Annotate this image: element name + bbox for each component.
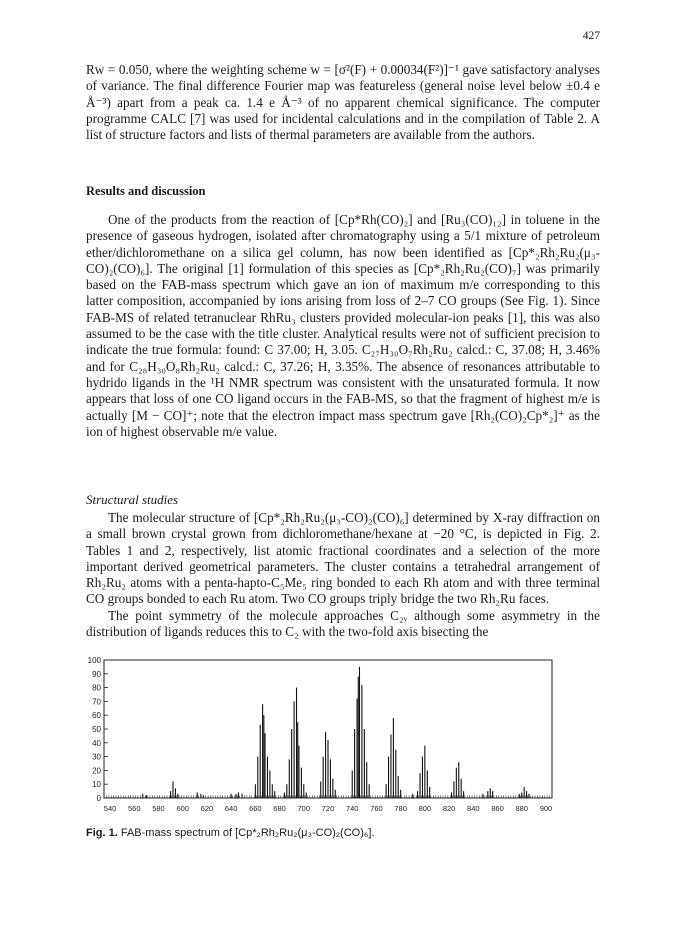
x-tick-label: 880: [515, 804, 528, 813]
x-tick-label: 620: [200, 804, 214, 813]
y-tick-label: 50: [92, 725, 101, 734]
y-tick-label: 90: [92, 669, 101, 679]
y-tick-label: 30: [92, 752, 101, 762]
results-paragraph: [86, 212, 600, 440]
x-tick-label: 780: [394, 804, 407, 813]
x-tick-label: 660: [249, 804, 262, 813]
x-tick-label: 700: [297, 804, 311, 813]
results-paragraph-text: One of the products from the reaction of [Cp*Rh(CO)₂] and [Ru₃(CO)₁₂] in toluene in the presence of gaseous hydrogen, isolated after chromatography using a 5/1 mixture of petroleum ether/dichloromethane on a silica gel column, has now been identified as [Cp*₂Rh₂Ru₂(μ₃-CO)₂(CO)₆]. The original [1] formulation of this species as [Cp*₂Rh₂Ru₂(CO)₇] was primarily based on the FAB-mass spectrum which gave an ion of maximum m/e corresponding to this latter composition, accompanied by ions arising from loss of 2–7 CO groups (See Fig. 1). Since FAB-MS of related tetranuclear RhRu₃ clusters provided molecular-ion peaks [1], this was also assumed to be the case with the title cluster. Analytical results were not of sufficient precision to indicate the true formula: found: C 37.00; H, 3.05. C₂₇H₃₀O₇Rh₂Ru₂ calcd.: C, 37.08; H, 3.46% and for C₂₈H₃₀O₈Rh₂Ru₂ calcd.: C, 37.26; H, 3.35%. The absence of resonances attributable to hydrido ligands in the ¹H NMR spectrum was consistent with the unsaturated formula. It now appears that loss of one CO ligand occurs in the FAB-MS, so that the fragment of highest m/e is actually [M − CO]⁺; note that the electron impact mass spectrum gave [Rh₂(CO)₂Cp*₂]⁺ as the ion of highest observable m/e value.: [86, 212, 600, 439]
x-tick-label: 820: [442, 804, 456, 813]
figure-caption-text: FAB-mass spectrum of [Cp*₂Rh₂Ru₂(μ₃-CO)₂(CO)₆].: [120, 827, 375, 839]
x-tick-label: 800: [418, 804, 432, 813]
subsection-heading: Structural studies: [86, 492, 179, 507]
figure-label: Fig. 1.: [86, 827, 118, 839]
x-tick-label: 580: [152, 804, 165, 813]
x-tick-label: 540: [103, 804, 117, 813]
intro-paragraph-text: Rw = 0.050, where the weighting scheme w = [σ²(F) + 0.00034(F²)]⁻¹ gave satisfactory analyses of variance. The final difference Fourier map was featureless (general noise level below ±0.4 e Å⁻³) apart from a peak ca. 1.4 e Å⁻³ of no apparent chemical significance. The computer programme CALC [7] was used for incidental calculations and in the compilation of Table 2. A list of structure factors and lists of thermal parameters are available from the authors.: [86, 62, 600, 143]
structural-paragraph-1: The molecular structure of [Cp*₂Rh₂Ru₂(μ₃-CO)₂(CO)₆] determined by X-ray diffraction on a small brown crystal grown from dichloromethane/hexane at −20 °C, is depicted in Fig. 2. Tables 1 and 2, respectively, list atomic fractional coordinates and a selection of the more important derived geometrical parameters. The cluster contains a tetrahedral arrangement of Rh₂Ru₂ atoms with a penta-hapto-C₅Me₅ ring bonded to each Rh atom and with three terminal CO groups bonded to each Ru atom. Two CO groups triply bridge the two Rh₂Ru faces.: [86, 510, 600, 607]
x-tick-label: 860: [491, 804, 504, 813]
chart-peaks: [143, 667, 529, 798]
x-tick-label: 720: [321, 804, 335, 813]
figure-caption: [86, 827, 374, 839]
y-tick-label: 10: [92, 780, 101, 790]
x-tick-labels: [104, 804, 552, 813]
structural-paragraph-2: The point symmetry of the molecule approaches C₂ᵥ although some asymmetry in the distribution of ligands reduces this to C₂ with the two-fold axis bisecting the: [86, 607, 600, 640]
x-tick-label: 840: [467, 804, 480, 813]
y-tick-label: 20: [92, 766, 101, 776]
y-tick-label: 60: [92, 711, 101, 721]
intro-paragraph: [86, 62, 600, 143]
x-tick-label: 560: [128, 804, 141, 813]
y-tick-label: 80: [92, 683, 101, 693]
x-tick-label: 760: [370, 804, 383, 813]
page-number: 427: [582, 30, 600, 42]
x-tick-label: 600: [176, 804, 189, 813]
y-tick-label: 100: [87, 656, 101, 665]
section-heading: Results and discussion: [86, 184, 206, 198]
y-tick-label: 40: [92, 738, 101, 748]
structural-paragraphs: [86, 510, 600, 640]
y-tick-label: 0: [96, 794, 101, 803]
x-tick-label: 900: [539, 804, 553, 813]
x-tick-label: 680: [273, 804, 286, 813]
x-tick-label: 640: [224, 804, 238, 813]
y-tick-labels: [88, 656, 102, 803]
y-tick-label: 70: [92, 697, 101, 707]
fab-mass-spectrum-chart: [74, 650, 564, 822]
x-tick-label: 740: [345, 804, 359, 813]
